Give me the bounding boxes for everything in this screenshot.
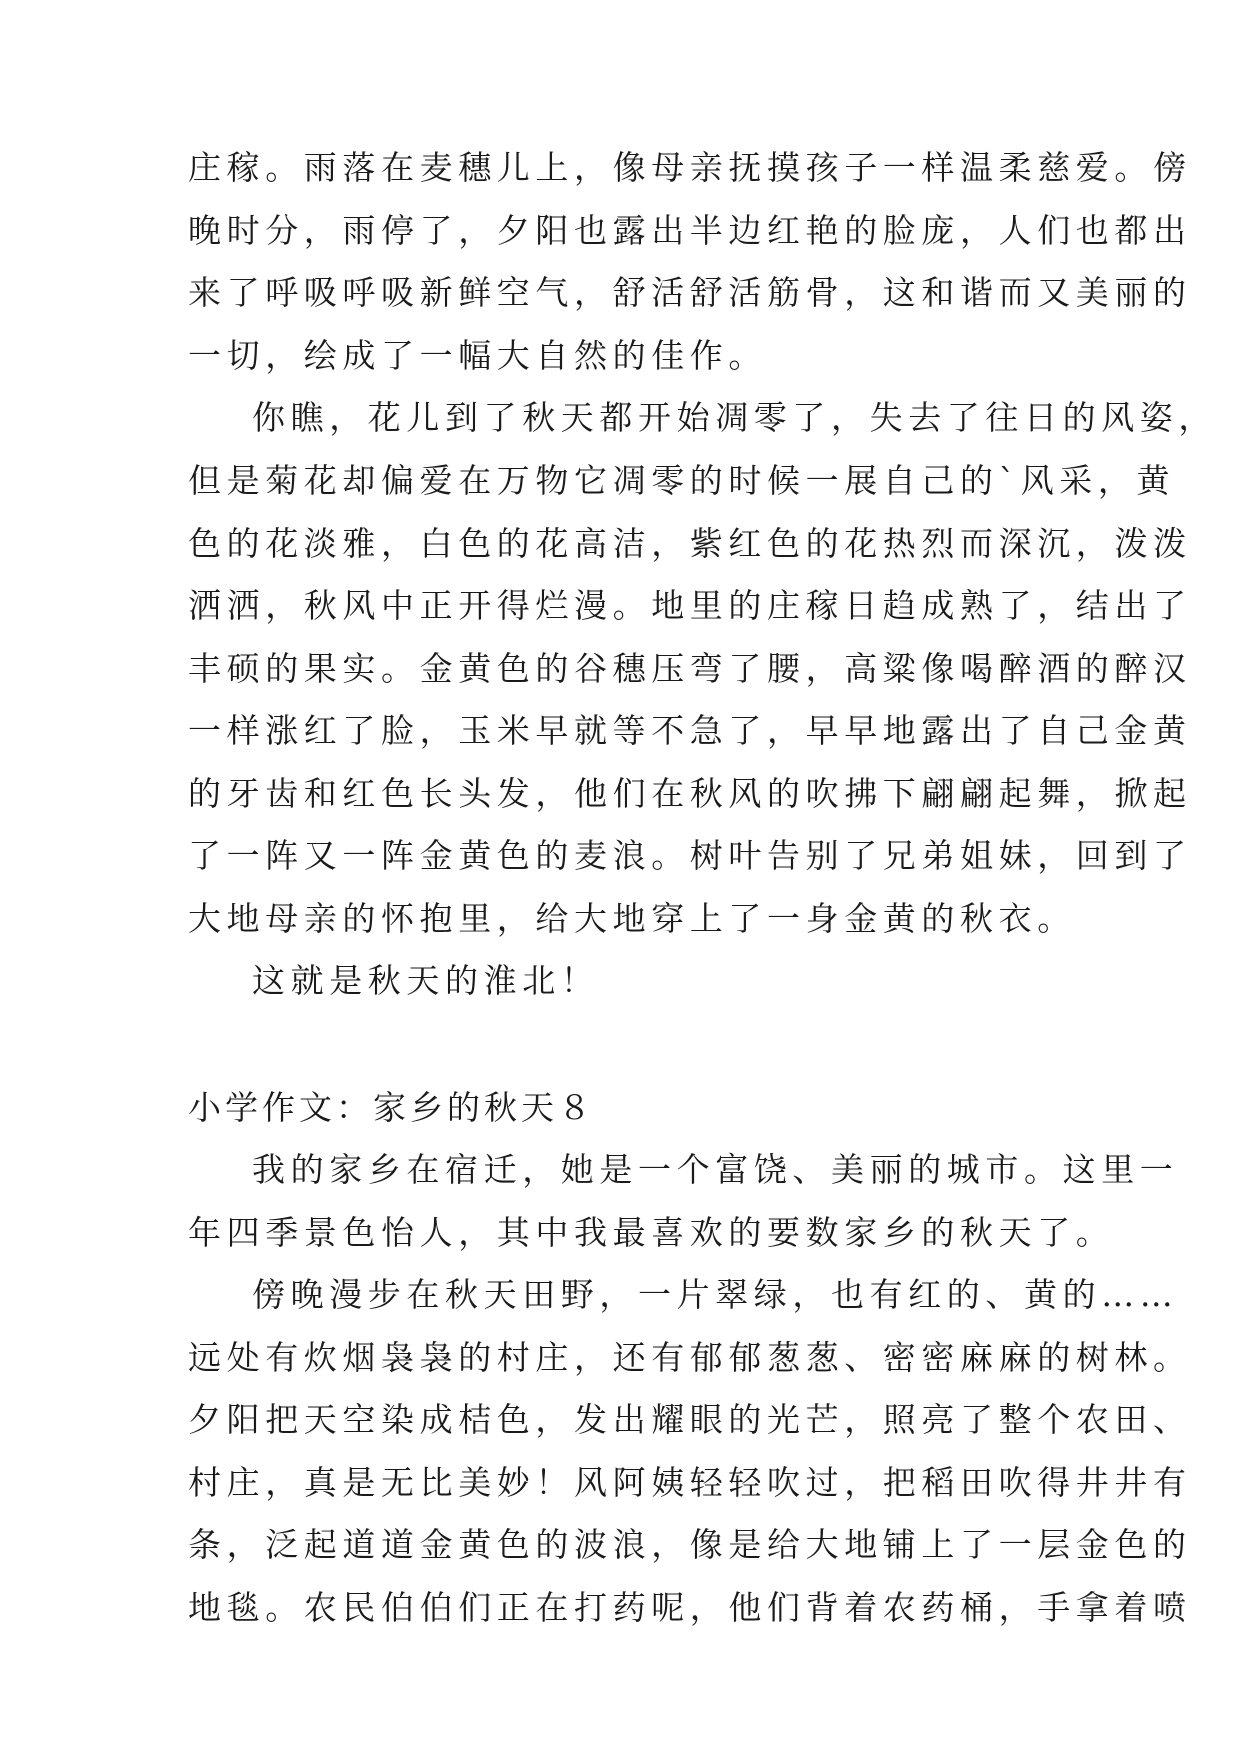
paragraph-line: 我的家乡在宿迁，她是一个富饶、美丽的城市。这里一 bbox=[252, 1150, 1179, 1189]
paragraph-line: 了一阵又一阵金黄色的麦浪。树叶告别了兄弟姐妹，回到了 bbox=[188, 836, 1192, 875]
paragraph-line: 村庄，真是无比美妙！风阿姨轻轻吹过，把稻田吹得井井有 bbox=[188, 1463, 1192, 1502]
paragraph-line: 夕阳把天空染成桔色，发出耀眼的光芒，照亮了整个农田、 bbox=[188, 1400, 1192, 1439]
paragraph-line: 你瞧，花儿到了秋天都开始凋零了，失去了往日的风姿， bbox=[252, 398, 1217, 437]
paragraph-line: 远处有炊烟袅袅的村庄，还有郁郁葱葱、密密麻麻的树林。 bbox=[188, 1338, 1192, 1377]
paragraph-line: 的牙齿和红色长头发，他们在秋风的吹拂下翩翩起舞，掀起 bbox=[188, 774, 1192, 813]
paragraph-line: 这就是秋天的淮北！ bbox=[252, 961, 600, 1000]
paragraph-line: 条，泛起道道金黄色的波浪，像是给大地铺上了一层金色的 bbox=[188, 1525, 1192, 1564]
paragraph-line: 丰硕的果实。金黄色的谷穗压弯了腰，高粱像喝醉酒的醉汉 bbox=[188, 649, 1192, 688]
paragraph-line: 庄稼。雨落在麦穗儿上，像母亲抚摸孩子一样温柔慈爱。傍 bbox=[188, 148, 1192, 187]
section-heading: 小学作文：家乡的秋天８ bbox=[188, 1088, 595, 1127]
paragraph-line: 地毯。农民伯伯们正在打药呢，他们背着农药桶，手拿着喷 bbox=[188, 1588, 1192, 1627]
paragraph-line: 来了呼吸呼吸新鲜空气，舒活舒活筋骨，这和谐而又美丽的 bbox=[188, 273, 1192, 312]
paragraph-line: 晚时分，雨停了，夕阳也露出半边红艳的脸庞，人们也都出 bbox=[188, 211, 1192, 250]
paragraph-line: 傍晚漫步在秋天田野，一片翠绿，也有红的、黄的…… bbox=[252, 1275, 1179, 1314]
paragraph-line: 色的花淡雅，白色的花高洁，紫红色的花热烈而深沉，泼泼 bbox=[188, 524, 1192, 563]
paragraph-line: 大地母亲的怀抱里，给大地穿上了一身金黄的秋衣。 bbox=[188, 899, 1076, 938]
paragraph-line: 一样涨红了脸，玉米早就等不急了，早早地露出了自己金黄 bbox=[188, 711, 1192, 750]
paragraph-line: 一切，绘成了一幅大自然的佳作。 bbox=[188, 336, 767, 375]
paragraph-line: 洒洒，秋风中正开得烂漫。地里的庄稼日趋成熟了，结出了 bbox=[188, 586, 1192, 625]
paragraph-line: 但是菊花却偏爱在万物它凋零的时候一展自己的`风采，黄 bbox=[188, 461, 1176, 500]
paragraph-line: 年四季景色怡人，其中我最喜欢的要数家乡的秋天了。 bbox=[188, 1213, 1115, 1252]
